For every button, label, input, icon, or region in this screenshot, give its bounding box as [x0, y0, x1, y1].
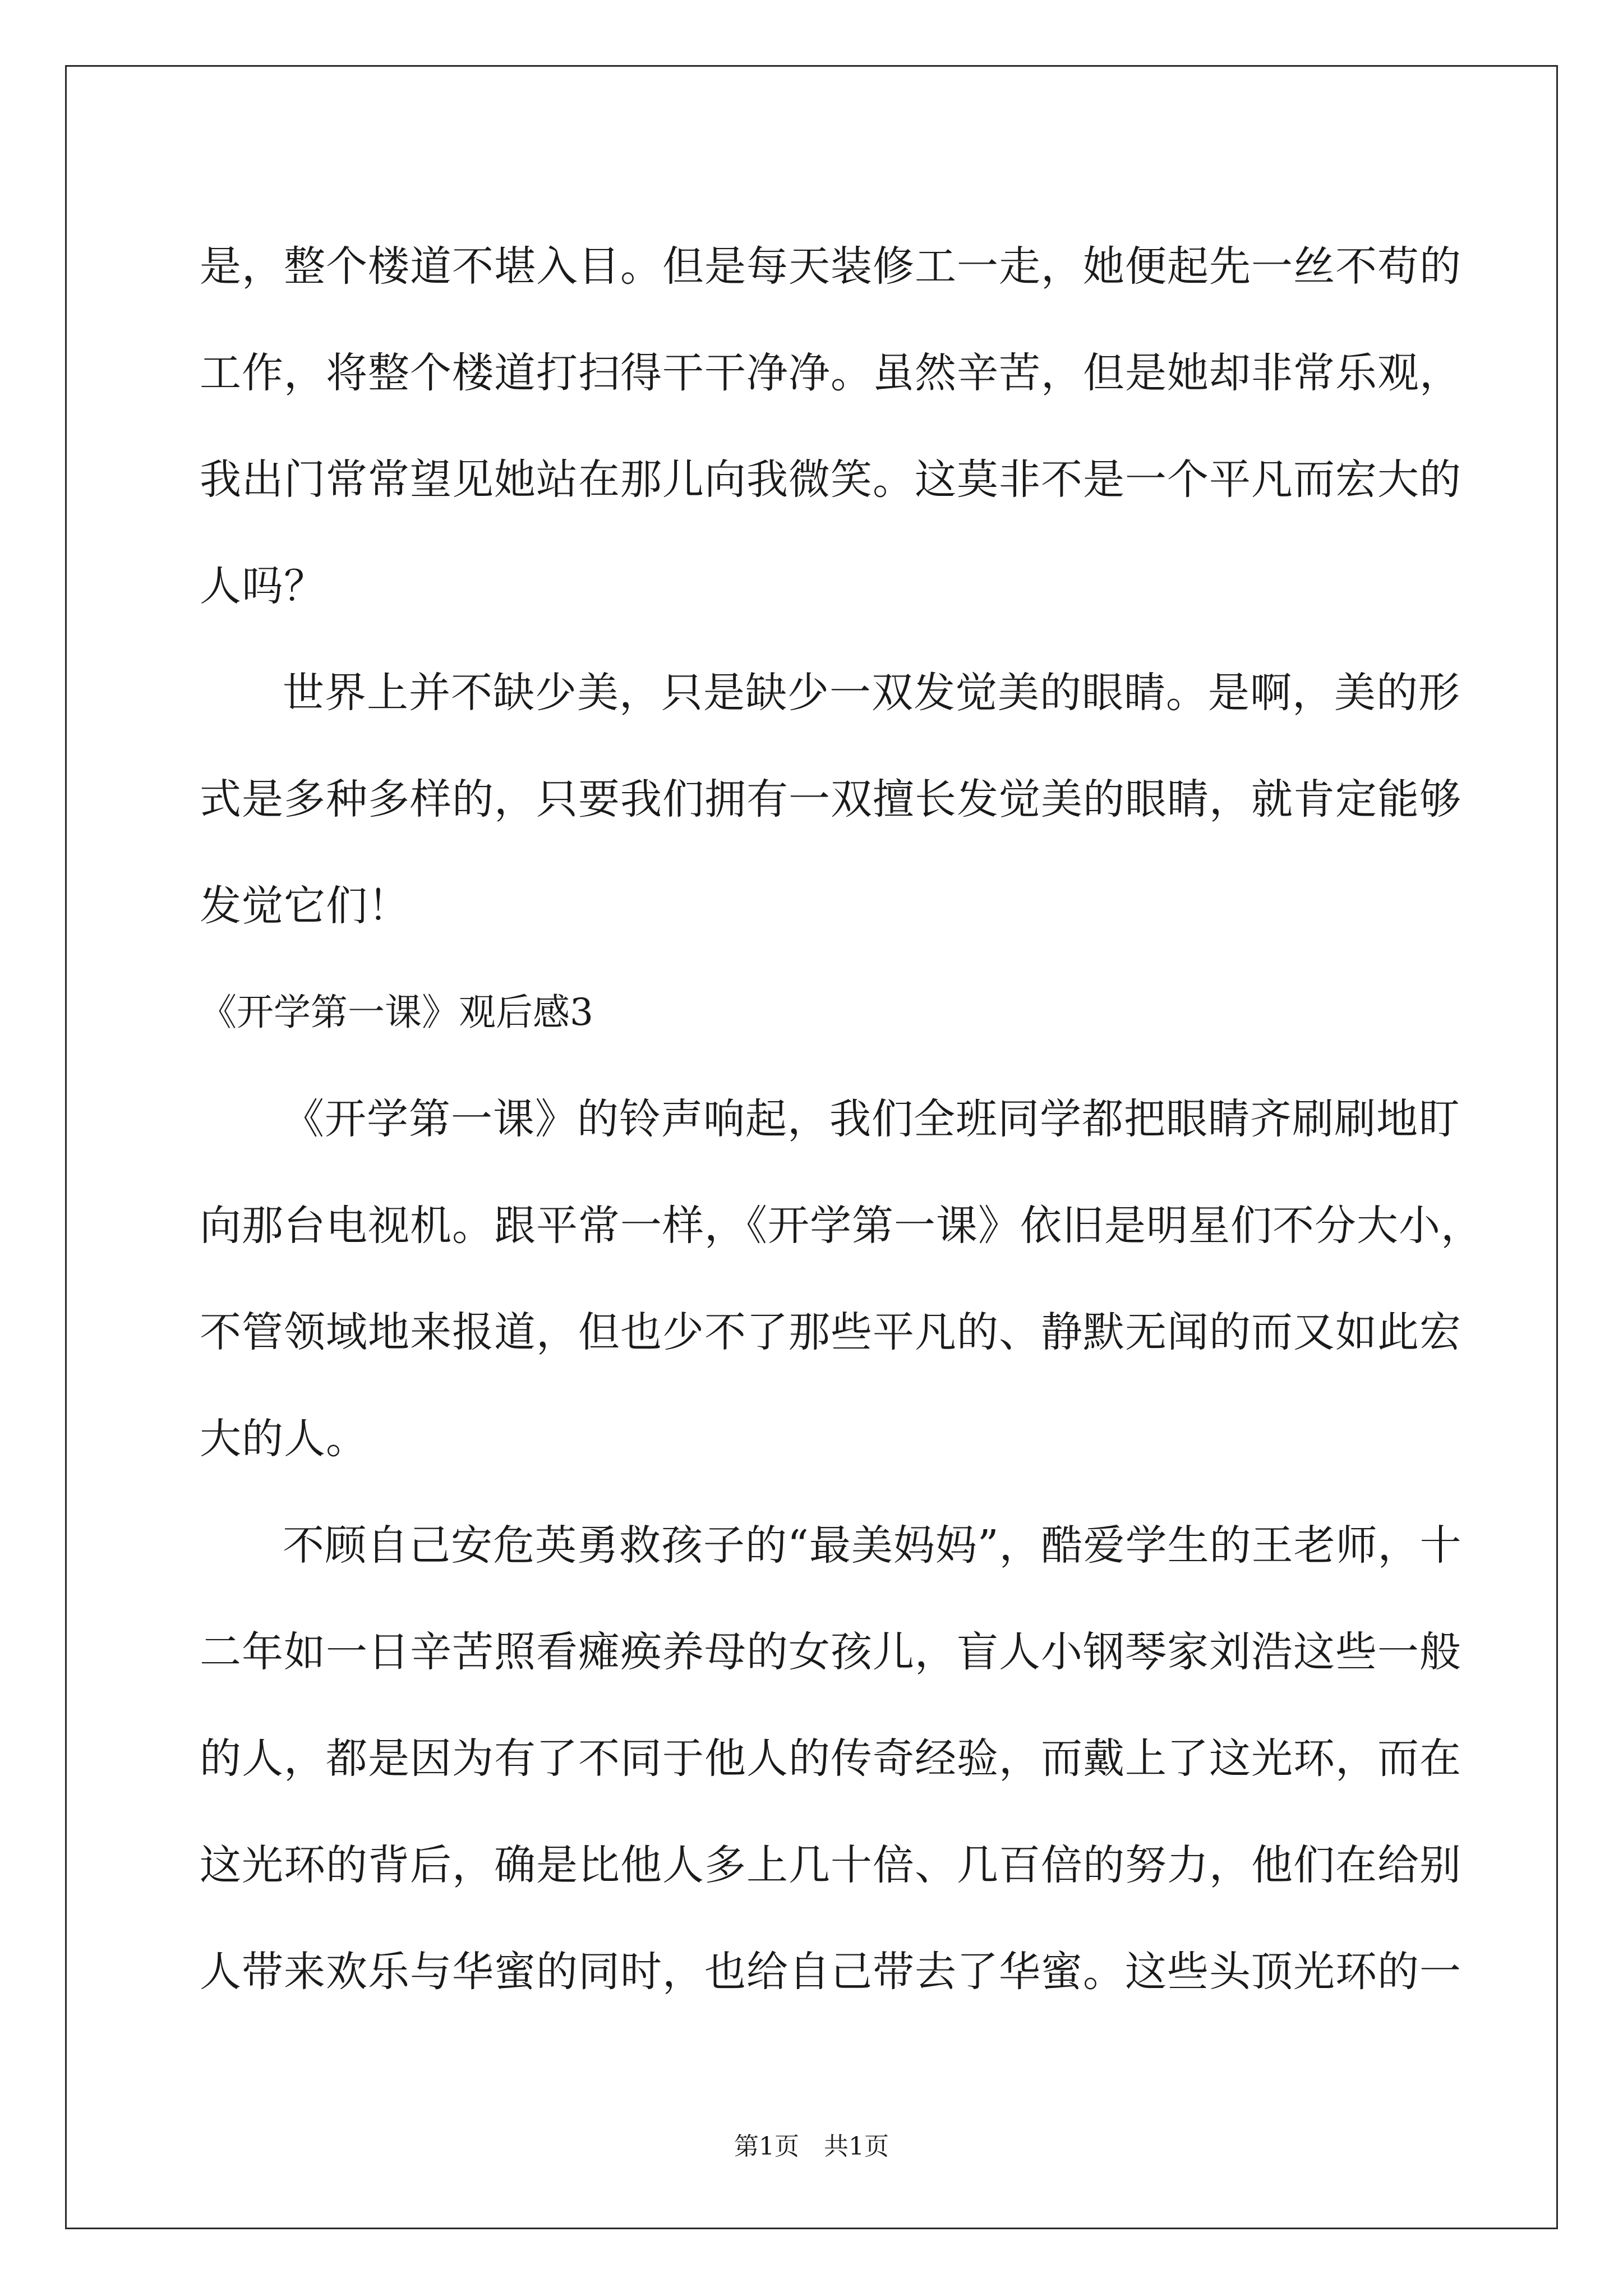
paragraph-line: 《开学第一课》的铃声响起，我们全班同学都把眼睛齐刷刷地盯	[283, 1095, 1460, 1143]
paragraph-line: 人吗？	[200, 562, 326, 610]
paragraph-line: 我出门常常望见她站在那儿向我微笑。这莫非不是一个平凡而宏大的	[200, 455, 1461, 504]
paragraph-line: 的人，都是因为有了不同于他人的传奇经验，而戴上了这光环，而在	[200, 1734, 1461, 1783]
section-title: 《开学第一课》观后感3	[200, 991, 593, 1034]
paragraph-line: 这光环的背后，确是比他人多上几十倍、几百倍的努力，他们在给别	[200, 1841, 1461, 1889]
paragraph-line: 发觉它们！	[200, 882, 410, 930]
paragraph-line: 人带来欢乐与华蜜的同时，也给自己带去了华蜜。这些头顶光环的一	[200, 1948, 1461, 1996]
paragraph-line: 向那台电视机。跟平常一样，《开学第一课》依旧是明星们不分大小，	[200, 1202, 1483, 1250]
paragraph-line: 世界上并不缺少美，只是缺少一双发觉美的眼睛。是啊，美的形	[283, 669, 1460, 717]
document-body	[200, 213, 1483, 2025]
page-footer: 第1页 共1页	[734, 2132, 889, 2161]
paragraph-line: 工作，将整个楼道打扫得干干净净。虽然辛苦，但是她却非常乐观，	[200, 349, 1461, 397]
paragraph-line: 不顾自己安危英勇救孩子的“最美妈妈”，酷爱学生的王老师，十	[283, 1521, 1462, 1570]
paragraph-line: 是，整个楼道不堪入目。但是每天装修工一走，她便起先一丝不苟的	[200, 242, 1461, 291]
paragraph-line: 二年如一日辛苦照看瘫痪养母的女孩儿，盲人小钢琴家刘浩这些一般	[200, 1628, 1461, 1676]
paragraph-line: 式是多种多样的，只要我们拥有一双擅长发觉美的眼睛，就肯定能够	[200, 775, 1461, 823]
paragraph-line: 大的人。	[200, 1415, 368, 1463]
paragraph-line: 不管领域地来报道，但也少不了那些平凡的、静默无闻的而又如此宏	[200, 1308, 1461, 1356]
